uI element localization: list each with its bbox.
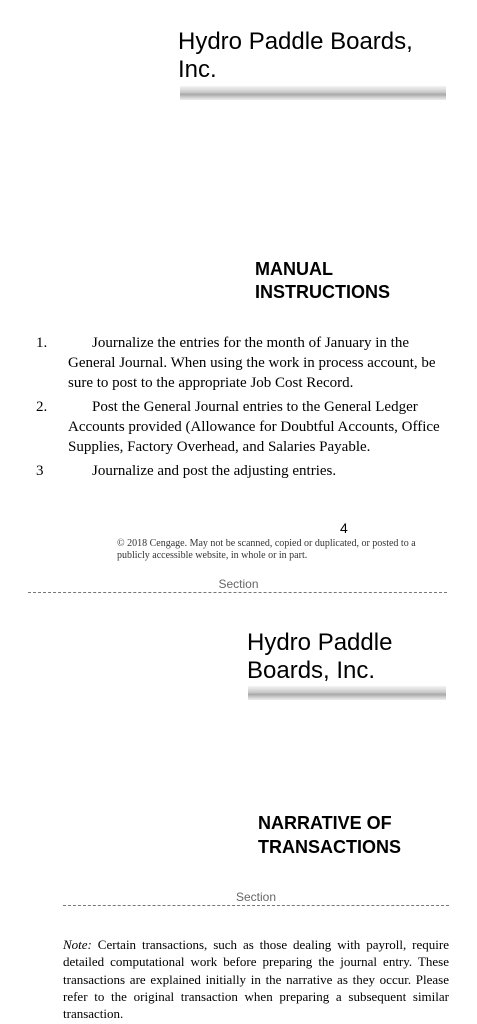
instruction-number: 1. xyxy=(36,335,48,351)
note-label: Note: xyxy=(63,937,92,952)
instruction-number: 2. xyxy=(36,399,48,415)
instruction-item xyxy=(36,333,446,393)
instructions-list xyxy=(36,333,446,485)
title-rule xyxy=(180,86,446,100)
instruction-item xyxy=(36,397,446,457)
instruction-number: 3 xyxy=(36,463,44,479)
page-number: 4 xyxy=(340,520,348,536)
section-heading-line: TRANSACTIONS xyxy=(258,837,401,857)
company-title: Hydro Paddle Boards, Inc. xyxy=(247,629,393,684)
section-divider xyxy=(63,905,449,906)
instruction-text: Journalize the entries for the month of January in the General Journal. When using the work in process account, be sure to post to the appropriate Job Cost Record. xyxy=(68,335,436,391)
section-heading-line: NARRATIVE OF xyxy=(258,813,392,833)
copyright-notice: © 2018 Cengage. May not be scanned, copied or duplicated, or posted to a publicly accessible website, in whole or in part. xyxy=(117,538,416,561)
title-rule xyxy=(248,686,446,700)
section-heading-manual-instructions xyxy=(255,258,455,304)
section-label: Section xyxy=(235,890,277,904)
company-title: Hydro Paddle Boards, Inc. xyxy=(178,28,413,83)
section-label: Section xyxy=(218,577,259,591)
note-text: Certain transactions, such as those dealing with payroll, require detailed computational work before preparing the journal entry. These transactions are explained initially in the narrative as they occur. Please refer to the original transaction when preparing a subsequent similar transaction. xyxy=(63,937,449,1022)
section-heading-line: INSTRUCTIONS xyxy=(255,282,390,302)
section-divider xyxy=(28,592,447,593)
instruction-text: Post the General Journal entries to the General Ledger Accounts provided (Allowance for Doubtful Accounts, Office Supplies, Factory Overhead, and Salaries Payable. xyxy=(68,399,440,455)
instruction-item xyxy=(36,461,446,481)
note-paragraph xyxy=(63,936,449,1022)
instruction-text: Journalize and post the adjusting entries. xyxy=(92,463,337,479)
section-heading-line: MANUAL xyxy=(255,259,333,279)
section-heading-narrative xyxy=(258,811,458,859)
